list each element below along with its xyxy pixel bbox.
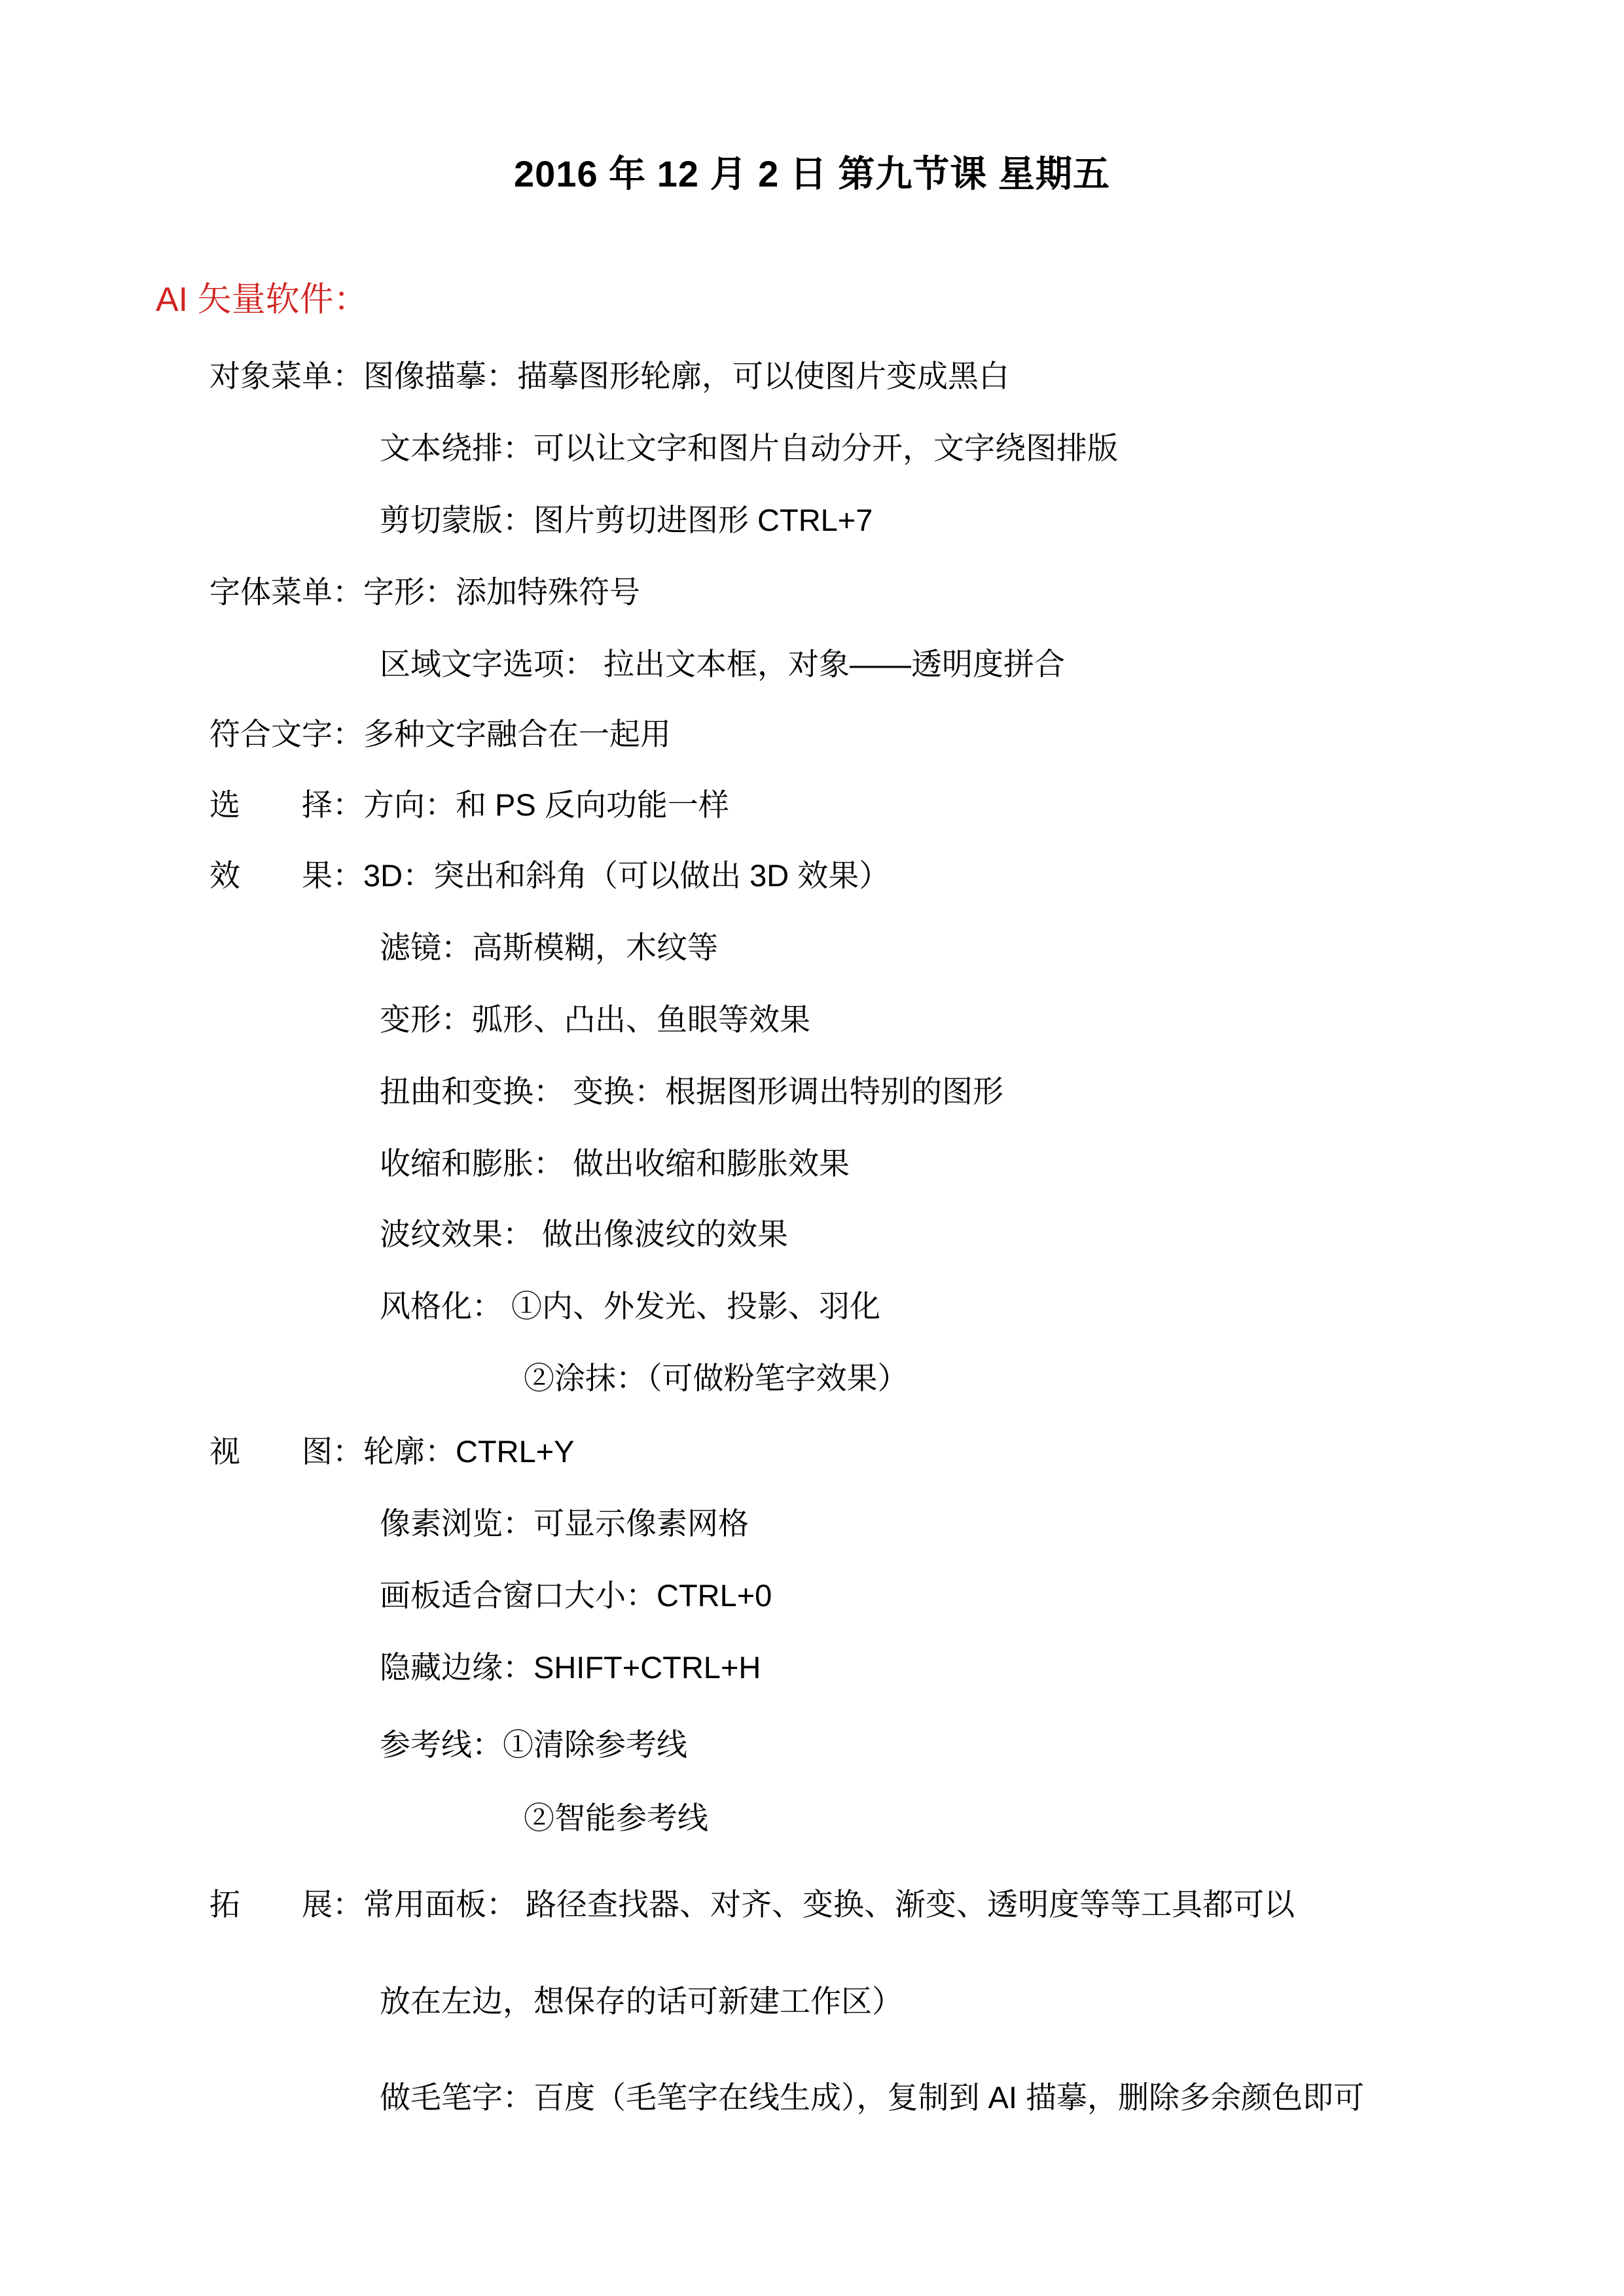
note-line: 滤镜：高斯模糊，木纹等	[380, 930, 718, 965]
page-title: 2016 年 12 月 2 日 第九节课 星期五	[514, 153, 1110, 194]
note-line: 符合文字：多种文字融合在一起用	[209, 717, 671, 751]
note-line: 参考线：①清除参考线	[380, 1727, 687, 1762]
note-line: 效 果：3D：突出和斜角（可以做出 3D 效果）	[209, 858, 890, 893]
note-line: 像素浏览：可显示像素网格	[380, 1506, 749, 1541]
note-line: 剪切蒙版：图片剪切进图形 CTRL+7	[380, 503, 873, 537]
note-line: 扭曲和变换： 变换：根据图形调出特别的图形	[380, 1074, 1004, 1109]
note-line: 风格化： ①内、外发光、投影、羽化	[380, 1289, 881, 1323]
note-line: ②涂抹：（可做粉笔字效果）	[524, 1361, 909, 1395]
note-line: 拓 展：常用面板： 路径查找器、对齐、变换、渐变、透明度等等工具都可以	[209, 1887, 1295, 1922]
section-heading: AI 矢量软件：	[156, 281, 368, 319]
note-line: ②智能参考线	[524, 1801, 708, 1835]
note-line: 区域文字选项： 拉出文本框，对象——透明度拼合	[380, 647, 1066, 681]
note-line: 收缩和膨胀： 做出收缩和膨胀效果	[380, 1146, 850, 1181]
note-line: 放在左边，想保存的话可新建工作区）	[380, 1984, 903, 2018]
note-line: 文本绕排：可以让文字和图片自动分开，文字绕图排版	[380, 431, 1118, 465]
note-line: 画板适合窗口大小：CTRL+0	[380, 1578, 772, 1613]
note-line: 变形：弧形、凸出、鱼眼等效果	[380, 1002, 810, 1037]
note-line: 对象菜单：图像描摹：描摹图形轮廓，可以使图片变成黑白	[209, 359, 1009, 393]
note-line: 波纹效果： 做出像波纹的效果	[380, 1217, 789, 1251]
note-line: 视 图：轮廓：CTRL+Y	[209, 1434, 575, 1469]
note-line: 选 择：方向：和 PS 反向功能一样	[209, 787, 729, 822]
note-line: 隐藏边缘：SHIFT+CTRL+H	[380, 1650, 761, 1685]
note-line: 做毛笔字：百度（毛笔字在线生成），复制到 AI 描摹，删除多余颜色即可	[380, 2080, 1365, 2115]
note-line: 字体菜单：字形：添加特殊符号	[209, 575, 640, 609]
